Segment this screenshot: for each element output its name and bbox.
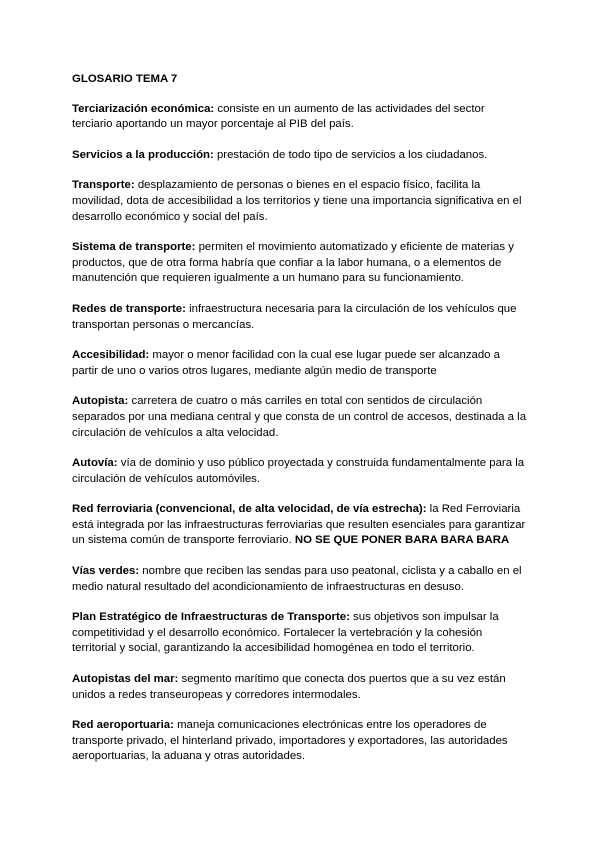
glossary-entry [72,148,528,164]
glossary-entry [72,502,528,549]
glossary-term: Red ferroviaria (convencional, de alta velocidad, de vía estrecha): [72,503,427,516]
glossary-term: Sistema de transporte: [72,241,196,254]
glossary-term: Redes de transporte: [72,302,186,315]
glossary-entry [72,394,528,441]
glossary-term: Plan Estratégico de Infraestructuras de Transporte: [72,611,350,624]
glossary-term: Terciarización económica: [72,102,215,115]
glossary-entry [72,178,528,225]
glossary-definition: nombre que reciben las sendas para uso peatonal, ciclista y a caballo en el medio natural resultado del acondicionamiento de infraestructuras en desuso. [72,565,522,593]
glossary-definition: infraestructura necesaria para la circulación de los vehículos que transportan personas o mercancías. [72,302,517,331]
document-page [72,72,528,780]
glossary-definition: desplazamiento de personas o bienes en el espacio físico, facilita la movilidad, dota de accesibilidad a los territorios y tiene una importancia significativa en el desarrollo económico y social del país. [72,179,522,223]
glossary-entry [72,102,528,133]
glossary-entry [72,240,528,287]
glossary-definition: carretera de cuatro o más carriles en total con sentidos de circulación separados por una mediana central y que consta de un control de accesos, destinada a la circulación de vehículos a alta velocidad. [72,395,527,439]
glossary-definition: vía de dominio y uso público proyectada y construida fundamentalmente para la circulación de vehículos automóviles. [72,457,525,485]
glossary-entry [72,672,528,703]
glossary-entry [72,456,528,487]
author-note: NO SE QUE PONER BARA BARA BARA [294,534,510,547]
glossary-term: Vías verdes: [72,565,140,578]
glossary-entry [72,564,528,595]
glossary-definition: la Red Ferroviaria está integrada por las infraestructuras ferroviarias que resulten esenciales para garantizar un sistema común de transporte ferroviario. [72,503,526,547]
glossary-term: Transporte: [72,179,135,192]
glossary-entry [72,348,528,379]
document-title: GLOSARIO TEMA 7 [72,73,178,85]
glossary-definition: mayor o menor facilidad con la cual ese lugar puede ser alcanzado a partir de uno o varios otros lugares, mediante algún medio de transporte [72,349,501,377]
glossary-definition: sus objetivos son impulsar la competitividad y el desarrollo económico. Fortalecer la vertebración y la cohesión territorial y social, garantizando la accesibilidad homogénea en todo el territorio. [72,611,499,655]
glossary-term: Red aeroportuaria: [72,719,174,732]
glossary-term: Autopista: [72,395,129,408]
glossary-definition: maneja comunicaciones electrónicas entre los operadores de transporte privado, el hinterland privado, importadores y exportadores, las autoridades aeroportuarias, la aduana y otras autoridades. [72,719,508,763]
glossary-entry [72,718,528,765]
glossary-entry [72,302,528,333]
glossary-term: Autopistas del mar: [72,673,179,686]
glossary-term: Servicios a la producción: [72,148,214,161]
glossary-definition: permiten el movimiento automatizado y eficiente de materias y productos, que de otra forma habría que confiar a la labor humana, o a elementos de manutención que requieren igualmente a un humano para su funcionamiento. [72,241,514,285]
glossary-definition: prestación de todo tipo de servicios a los ciudadanos. [213,148,488,161]
glossary-definition: consiste en un aumento de las actividades del sector terciario aportando un mayor porcentaje al PIB del país. [72,102,485,131]
glossary-term: Autovía: [72,457,118,470]
glossary-definition: segmento marítimo que conecta dos puertos que a su vez están unidos a redes transeuropeas y corredores intermodales. [72,673,506,701]
glossary-term: Accesibilidad: [72,349,150,362]
glossary-entry [72,610,528,657]
